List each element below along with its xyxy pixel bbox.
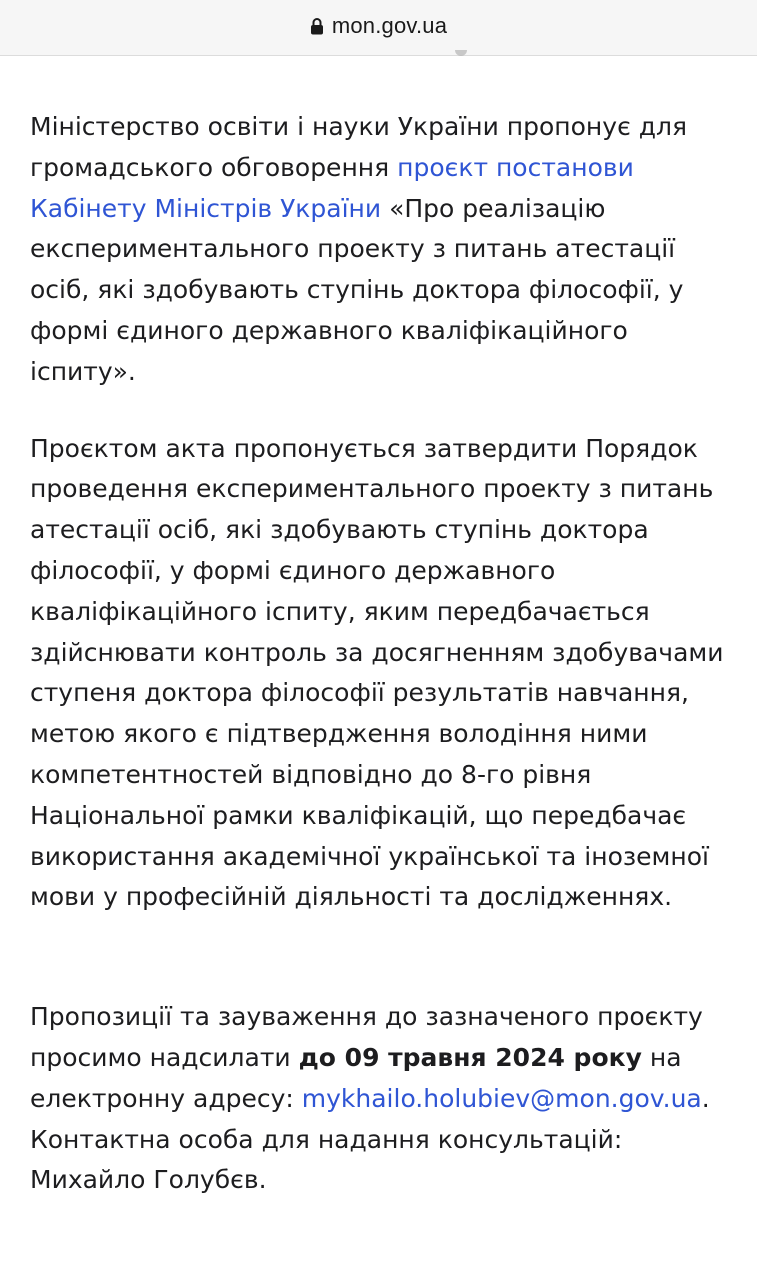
address-bar-inner[interactable] xyxy=(310,13,447,39)
draft-resolution-link[interactable]: проєкт постанови Кабінету Міністрів України xyxy=(30,152,634,223)
url-text[interactable]: mon.gov.ua xyxy=(331,12,448,38)
contacts-mid: на електронну адресу: xyxy=(30,1042,682,1113)
lock-icon xyxy=(310,17,324,35)
contacts-rest: . Контактна особа для надання консультацій: Михайло Голубєв. xyxy=(30,1083,710,1195)
paragraph-contacts xyxy=(30,997,735,1201)
paragraph-intro-text: Міністерство освіти і науки України пропонує для громадського обговорення xyxy=(30,112,688,182)
paragraph-intro-rest: «Про реалізацію експериментального проекту з питань атестації осіб, які здобувають ступінь доктора філософії, у формі єдиного державного кваліфікаційного іспиту». xyxy=(30,193,684,386)
paragraph-description: Проєктом акта пропонується затвердити Порядок проведення експериментального проекту з питань атестації осіб, які здобувають ступінь доктора філософії, у формі єдиного державного кваліфікаційного іспиту, яким передбачається здійснювати контроль за досягненням здобувачами ступеня доктора філософії результатів навчання, метою якого є підтвердження володіння ними компетентностей відповідно до 8-го рівня Національної рамки кваліфікацій, що передбачає використання академічної української та іноземної мови у професійній діяльності та дослідженнях. xyxy=(30,433,724,912)
deadline-date: до 09 травня 2024 року xyxy=(298,1042,642,1072)
article-body xyxy=(30,107,735,1201)
paragraph-intro xyxy=(30,107,735,393)
email-link[interactable]: mykhailo.holubiev@mon.gov.ua xyxy=(301,1083,702,1113)
contacts-intro: Пропозиції та зауваження до зазначеного проєкту просимо надсилати xyxy=(30,1002,703,1072)
address-bar[interactable] xyxy=(0,0,757,56)
